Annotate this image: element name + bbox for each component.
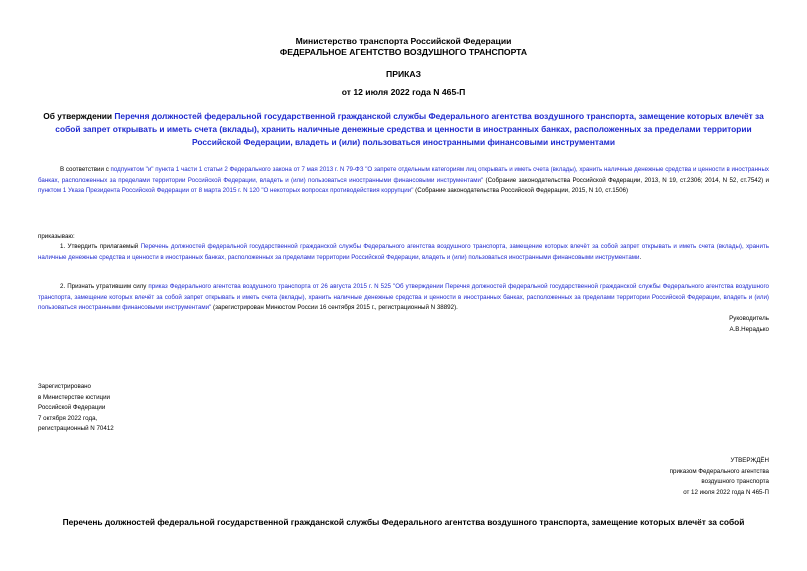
prikazyvayu-label: приказываю: <box>38 233 75 240</box>
title-link[interactable]: Перечня должностей федеральной государственной гражданской службы Федерального агентства воздушного транспорта, замещение которых влечёт за собой запрет открывать и иметь счета (вклады), хранить наличные денежные средства и ценности в иностранных банках, расположенных за пределами территории Российской Федерации, владеть и (или) пользоваться иностранными финансовыми инструментами <box>55 111 764 147</box>
approval-line-2: приказом Федерального агентства <box>669 467 769 475</box>
approval-block <box>670 456 769 498</box>
document-date-number: от 12 июля 2022 года N 465-П <box>341 87 466 97</box>
list-link[interactable]: Перечень должностей федеральной государственной гражданской службы Федерального агентства воздушного транспорта, замещение которых влечёт за собой запрет открывать и иметь счета (вклады), хранить наличные денежные средства и ценности в иностранных банках, расположенных за пределами территории Российской Федерации, владеть и (или) пользоваться иностранными финансовыми инструментами <box>38 243 769 261</box>
law-79fz-link[interactable]: подпунктом "и" пункта 1 части 1 статьи 2 Федерального закона от 7 мая 2013 г. N 79-ФЗ "О запрете отдельным категориям лиц открывать и иметь счета (вклады), хранить наличные денежные средства и ценности в иностранных банках, расположенных за пределами территории Российской Федерации, владеть и (или) пользоваться иностранными финансовыми инструментами" <box>38 166 769 184</box>
document-type: ПРИКАЗ <box>386 69 421 79</box>
signer-position: Руководитель <box>729 315 769 322</box>
order-item-1 <box>38 242 769 263</box>
preamble-text-1: В соответствии с <box>60 166 111 173</box>
registration-line-1: Зарегистрировано <box>38 383 91 390</box>
ministry-name: Министерство транспорта Российской Федерации <box>295 36 512 46</box>
registration-line-2: в Министерстве юстиции <box>38 393 111 401</box>
registration-line-5: регистрационный N 70412 <box>38 425 114 433</box>
approval-line-3: воздушного транспорта <box>701 478 769 486</box>
item2-text-2: (зарегистрирован Минюстом России 16 сентября 2015 г., регистрационный N 38892). <box>211 304 458 312</box>
order-525-link[interactable]: приказ Федерального агентства воздушного транспорта от 26 августа 2015 г. N 525 "Об утверждении Перечня должностей федеральной государственной гражданской службы Федерального агентства воздушного транспорта, замещение которых влечёт за собой запрет открывать и иметь счета (вклады), хранить наличные денежные средства и ценности в иностранных банках, расположенных за пределами территории Российской Федерации, владеть и (или) пользоваться иностранными финансовыми инструментами" <box>38 283 770 312</box>
item1-text-2: . <box>639 253 642 261</box>
agency-name: ФЕДЕРАЛЬНОЕ АГЕНТСТВО ВОЗДУШНОГО ТРАНСПОРТА <box>279 47 528 57</box>
preamble-text-3: (Собрание законодательства Российской Федерации, 2015, N 10, ст.1506) <box>413 187 629 195</box>
order-item-2 <box>38 282 769 314</box>
approval-line-4: от 12 июля 2022 года N 465-П <box>683 488 769 496</box>
list-title: Перечень должностей федеральной государственной гражданской службы Федерального агентства воздушного транспорта, замещение которых влечёт за собой <box>62 517 745 527</box>
item1-text-1: 1. Утвердить прилагаемый <box>60 243 141 250</box>
registration-block <box>38 382 114 435</box>
signer-name: А.В.Нерадько <box>729 325 769 333</box>
registration-line-3: Российской Федерации <box>38 404 106 412</box>
preamble-text-2: (Собрание законодательства Российской Федерации, 2013, N 19, ст.2306; 2014, N 52, ст.7542) и <box>483 176 770 184</box>
approval-line-1: УТВЕРЖДЁН <box>730 457 769 464</box>
document-title <box>38 110 769 149</box>
preamble-paragraph <box>38 165 769 197</box>
title-prefix: Об утверждении <box>43 111 115 121</box>
item2-text-1: 2. Признать утратившим силу <box>60 283 149 290</box>
registration-line-4: 7 октября 2022 года, <box>38 414 98 422</box>
decree-120-link[interactable]: пунктом 1 Указа Президента Российской Федерации от 8 марта 2015 г. N 120 "О некоторых вопросах противодействия коррупции" <box>38 187 414 195</box>
signature-block <box>729 314 769 335</box>
